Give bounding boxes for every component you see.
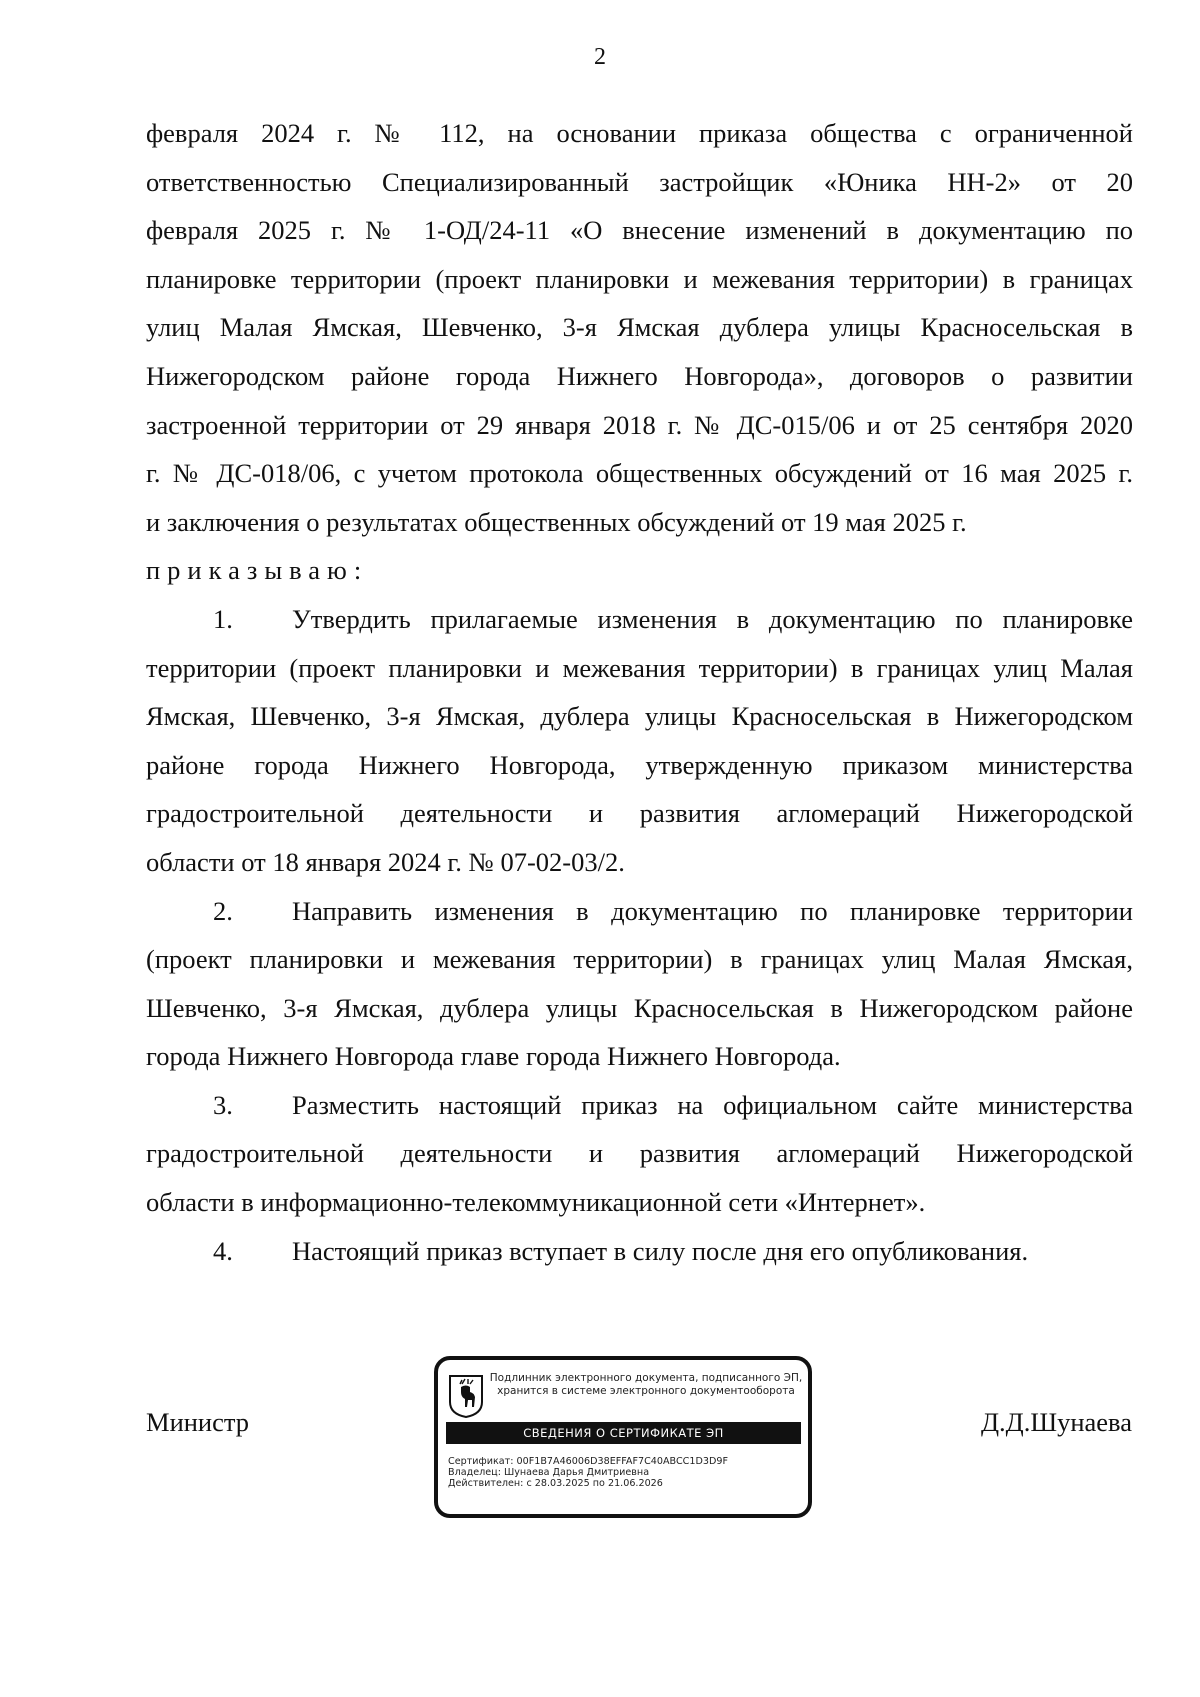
page-number: 2 [594, 44, 606, 70]
item-line: города Нижнего Новгорода главе города Нижнего Новгорода. [146, 1041, 841, 1072]
signer-position: Министр [146, 1407, 250, 1437]
item-line: территории (проект планировки и межевания территории) в границах улиц Малая [146, 652, 1133, 683]
nizhny-novgorod-deer-emblem-icon [448, 1374, 484, 1418]
item-line: области в информационно-телекоммуникационной сети «Интернет». [146, 1187, 926, 1218]
intro-line: улиц Малая Ямская, Шевченко, 3-я Ямская дублера улицы Красносельская в [146, 312, 1133, 343]
intro-paragraph [146, 109, 1133, 546]
item-line: Разместить настоящий приказ на официальном сайте министерства [292, 1089, 1133, 1120]
signer-name: Д.Д.Шунаева [980, 1407, 1132, 1437]
item-line: (проект планировки и межевания территории) в границах улиц Малая Ямская, [146, 944, 1133, 975]
intro-line: Нижегородском районе города Нижнего Новгорода», договоров о развитии [146, 360, 1133, 391]
order-item-1 [146, 595, 1133, 887]
certificate-serial: Сертификат: 00F1B7A46006D38EFFAF7C40ABCC1D3D9F [448, 1456, 728, 1467]
order-item-3 [146, 1081, 1133, 1227]
electronic-signature-stamp [434, 1356, 812, 1518]
item-line: районе города Нижнего Новгорода, утвержденную приказом министерства [146, 749, 1133, 780]
intro-line: февраля 2024 г. № 112, на основании приказа общества с ограниченной [146, 118, 1133, 148]
intro-line: г. № ДС-018/06, с учетом протокола общественных обсуждений от 16 мая 2025 г. [146, 458, 1133, 489]
certificate-info-bar: СВЕДЕНИЯ О СЕРТИФИКАТЕ ЭП [446, 1422, 801, 1444]
certificate-validity: Действителен: с 28.03.2025 по 21.06.2026 [448, 1478, 663, 1489]
intro-line: и заключения о результатах общественных обсуждений от 19 мая 2025 г. [146, 506, 967, 537]
order-item-2 [146, 887, 1133, 1081]
item-number: 4. [213, 1235, 233, 1266]
intro-line: ответственностью Специализированный застройщик «Юника НН-2» от 20 [146, 166, 1133, 197]
item-number: 1. [213, 603, 233, 634]
signature-block [0, 1372, 1200, 1558]
document-body [146, 109, 1133, 1275]
item-line: Шевченко, 3-я Ямская, дублера улицы Красносельская в Нижегородском районе [146, 992, 1133, 1023]
intro-line: планировке территории (проект планировки и межевания территории) в границах [146, 263, 1133, 294]
certificate-details [448, 1456, 803, 1489]
item-line: области от 18 января 2024 г. № 07-02-03/2. [146, 846, 625, 877]
intro-line: застроенной территории от 29 января 2018 г. № ДС-015/06 и от 25 сентября 2020 [146, 409, 1133, 440]
item-line: градостроительной деятельности и развития агломераций Нижегородской [146, 798, 1133, 829]
item-line: Утвердить прилагаемые изменения в документацию по планировке [292, 603, 1133, 634]
intro-line: февраля 2025 г. № 1-ОД/24-11 «О внесение изменений в документацию по [146, 215, 1133, 246]
stamp-header [488, 1372, 804, 1398]
directive-word: приказываю: [146, 555, 369, 586]
item-number: 2. [213, 895, 233, 926]
stamp-header-line: хранится в системе электронного документооборота [497, 1385, 795, 1397]
item-line: Направить изменения в документацию по планировке территории [292, 895, 1133, 926]
item-line: Настоящий приказ вступает в силу после дня его опубликования. [292, 1235, 1029, 1266]
order-item-4 [146, 1227, 1133, 1276]
item-number: 3. [213, 1089, 233, 1120]
item-line: Ямская, Шевченко, 3-я Ямская, дублера улицы Красносельская в Нижегородском [146, 701, 1133, 732]
certificate-owner: Владелец: Шунаева Дарья Дмитриевна [448, 1467, 650, 1478]
item-line: градостроительной деятельности и развития агломераций Нижегородской [146, 1138, 1133, 1169]
stamp-header-line: Подлинник электронного документа, подписанного ЭП, [489, 1372, 803, 1384]
